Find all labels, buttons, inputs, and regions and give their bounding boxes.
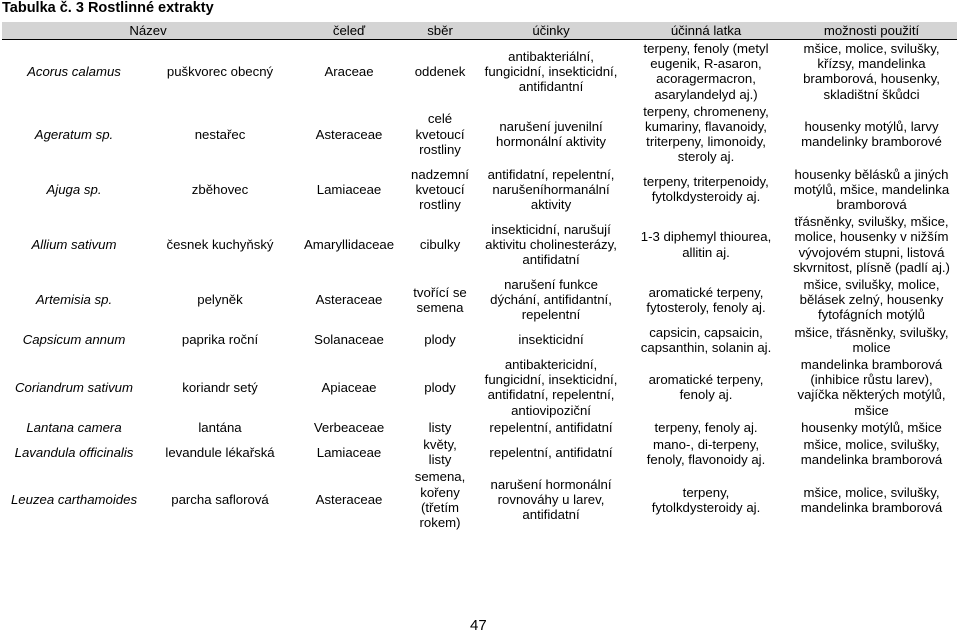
- header-uses: možnosti použití: [786, 22, 957, 40]
- cell-czech-name: koriandr setý: [182, 379, 258, 395]
- cell-collected-part: listy: [428, 419, 452, 435]
- table-row: [2, 468, 957, 531]
- cell-collected-part: plody: [424, 332, 456, 348]
- cell-uses: housenky motýlů, mšice: [801, 419, 942, 435]
- cell-uses: mšice, molice, svilušky, křízsy, mandelinka bramborová, housenky, skladištní škůdci: [803, 41, 940, 102]
- cell-czech-name: pelyněk: [197, 292, 243, 308]
- cell-effects: narušení hormonální rovnováhy u larev, antifidatní: [490, 477, 612, 523]
- cell-effects: narušení funkce dýchání, antifidantní, repelentní: [490, 277, 612, 323]
- cell-czech-name: puškvorec obecný: [166, 63, 274, 79]
- cell-latin-name: Capsicum annum: [22, 332, 126, 348]
- cell-family: Lamiaceae: [316, 444, 382, 460]
- cell-czech-name: nestařec: [194, 126, 246, 142]
- cell-family: Apiaceae: [321, 379, 377, 395]
- cell-collected-part: celé kvetoucí rostliny: [415, 111, 465, 157]
- table-row: [2, 419, 957, 436]
- cell-czech-name: česnek kuchyňský: [166, 237, 274, 253]
- page-number: 47: [470, 617, 487, 634]
- cell-effects: antibaktericidní, fungicidní, insekticidní, antifidatní, repelentní, antiovipoziční: [484, 357, 618, 418]
- cell-latin-name: Lantana camera: [26, 419, 122, 435]
- cell-latin-name: Artemisia sp.: [35, 292, 113, 308]
- cell-collected-part: tvořící se semena: [413, 284, 467, 315]
- cell-active-substance: mano-, di-terpeny, fenoly, flavonoidy aj.: [646, 437, 766, 468]
- cell-latin-name: Leuzea carthamoides: [10, 492, 138, 508]
- table-row: [2, 436, 957, 468]
- table-row: [2, 40, 957, 103]
- cell-active-substance: aromatické terpeny, fytosteroly, fenoly aj.: [646, 284, 766, 315]
- cell-family: Asteraceae: [315, 492, 383, 508]
- table-row: [2, 276, 957, 324]
- table-caption: Tabulka č. 3 Rostlinné extrakty: [2, 0, 214, 16]
- cell-active-substance: aromatické terpeny, fenoly aj.: [648, 372, 764, 403]
- cell-czech-name: zběhovec: [191, 181, 249, 197]
- cell-active-substance: capsicin, capsaicin, capsanthin, solanin aj.: [640, 324, 772, 355]
- cell-collected-part: nadzemní kvetoucí rostliny: [411, 166, 469, 213]
- cell-active-substance: terpeny, triterpenoidy, fytolkdysteroidy aj.: [643, 174, 769, 205]
- header-effects: účinky: [476, 22, 626, 40]
- plant-extracts-table: [2, 22, 957, 531]
- table-row: [2, 324, 957, 356]
- cell-uses: mandelinka bramborová (inhibice růstu larev), vajíčka některých motýlů, mšice: [797, 357, 946, 418]
- cell-effects: repelentní, antifidatní: [489, 444, 613, 460]
- table-row: [2, 166, 957, 214]
- cell-czech-name: parcha saflorová: [171, 492, 269, 508]
- header-family: čeleď: [294, 22, 404, 40]
- cell-family: Amaryllidaceae: [303, 237, 395, 253]
- cell-family: Asteraceae: [315, 126, 383, 142]
- cell-uses: mšice, svilušky, molice, bělásek zelný, housenky fytofágních motýlů: [799, 277, 944, 323]
- cell-collected-part: semena, kořeny (třetím rokem): [414, 469, 466, 531]
- cell-active-substance: terpeny, fenoly (metyl eugenik, R-asaron, acoragermacron, asarylandelyd aj.): [643, 41, 769, 102]
- cell-effects: narušení juvenilní hormonální aktivity: [496, 119, 606, 150]
- table-row: [2, 356, 957, 419]
- cell-latin-name: Ajuga sp.: [46, 181, 102, 197]
- cell-effects: repelentní, antifidatní: [489, 419, 613, 435]
- cell-collected-part: oddenek: [414, 63, 466, 79]
- cell-czech-name: lantána: [198, 419, 242, 435]
- cell-effects: insekticidní: [518, 332, 584, 348]
- header-row: [2, 22, 957, 40]
- cell-family: Araceae: [324, 63, 374, 79]
- header-name: Název: [2, 22, 294, 40]
- cell-uses: housenky bělásků a jiných motýlů, mšice, mandelinka bramborová: [793, 166, 950, 213]
- cell-family: Lamiaceae: [316, 181, 382, 197]
- cell-family: Solanaceae: [314, 332, 384, 348]
- cell-active-substance: 1-3 diphemyl thiourea, allitin aj.: [640, 229, 772, 260]
- cell-uses: třásněnky, svilušky, mšice, molice, housenky v nižším vývojovém stupni, listová skvrnitost, plísně (padlí aj.): [793, 214, 950, 275]
- cell-uses: housenky motýlů, larvy mandelinky bramborové: [801, 119, 942, 150]
- cell-latin-name: Coriandrum sativum: [15, 379, 133, 395]
- cell-latin-name: Allium sativum: [31, 237, 117, 253]
- cell-uses: mšice, třásněnky, svilušky, molice: [794, 324, 949, 355]
- table-row: [2, 213, 957, 276]
- cell-uses: mšice, molice, svilušky, mandelinka bramborová: [800, 437, 943, 468]
- cell-latin-name: Acorus calamus: [27, 63, 121, 79]
- cell-collected-part: cibulky: [419, 237, 461, 253]
- cell-effects: antibakteriální, fungicidní, insekticidní, antifidantní: [484, 48, 618, 94]
- header-collection: sběr: [404, 22, 476, 40]
- cell-active-substance: terpeny, chromeneny, kumariny, flavanoidy, triterpeny, limonoidy, steroly aj.: [643, 103, 769, 165]
- cell-effects: antifidatní, repelentní, narušeníhormanální aktivity: [487, 166, 615, 213]
- cell-collected-part: květy, listy: [423, 437, 457, 468]
- cell-latin-name: Lavandula officinalis: [14, 444, 134, 460]
- cell-family: Asteraceae: [315, 292, 383, 308]
- table-row: [2, 103, 957, 166]
- cell-czech-name: paprika roční: [181, 332, 259, 348]
- cell-active-substance: terpeny, fytolkdysteroidy aj.: [651, 484, 761, 515]
- cell-latin-name: Ageratum sp.: [34, 126, 114, 142]
- cell-uses: mšice, molice, svilušky, mandelinka bramborová: [800, 484, 943, 515]
- cell-effects: insekticidní, narušují aktivitu cholinesterázy, antifidatní: [485, 221, 617, 268]
- cell-czech-name: levandule lékařská: [165, 444, 275, 460]
- cell-collected-part: plody: [424, 379, 456, 395]
- cell-active-substance: terpeny, fenoly aj.: [654, 419, 758, 435]
- cell-family: Verbeaceae: [313, 419, 385, 435]
- header-active-substance: účinná latka: [626, 22, 786, 40]
